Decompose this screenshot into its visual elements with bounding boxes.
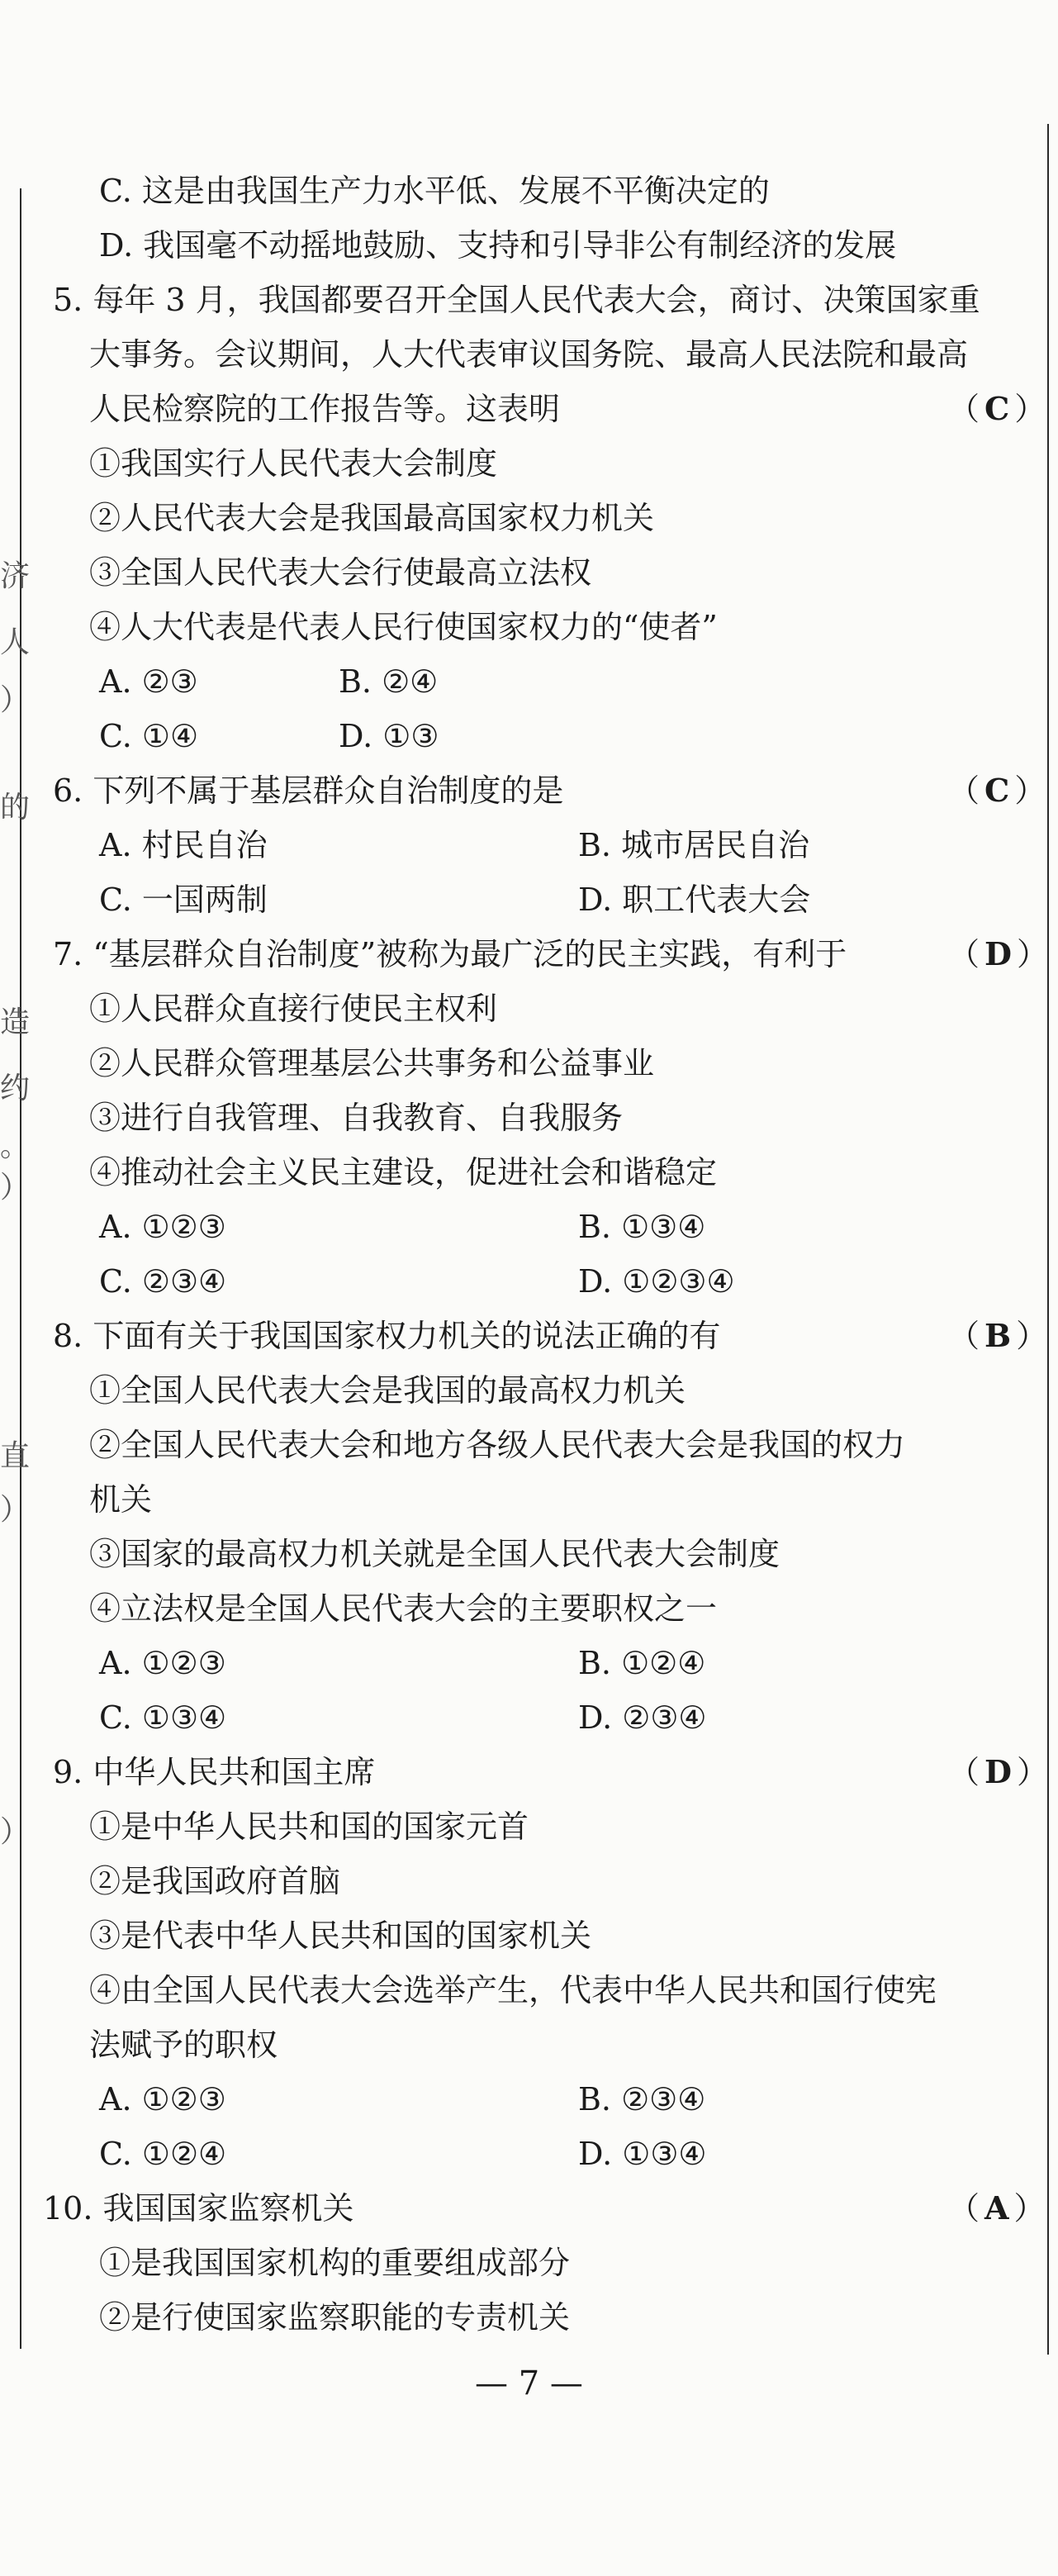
answer-letter: C [984,772,1010,809]
text-line: 大事务。会议期间，人大代表审议国务院、最高人民法院和最高 [89,336,969,373]
text-line: ①是中华人民共和国的国家元首 [89,1808,529,1845]
text-line: A. 村民自治 [99,827,268,863]
text-line: A. ②③ [99,663,198,700]
text-line: A. ①②③ [99,2081,226,2117]
margin-fragment: ） [0,1493,31,1527]
text-line: ③进行自我管理、自我教育、自我服务 [89,1100,624,1136]
margin-fragment: 的 [0,791,31,825]
bracket-close: ） [1016,936,1048,972]
answer-bracket [948,934,1048,974]
text-line: C. 一国两制 [99,882,268,918]
answer-bracket [948,1316,1047,1356]
text-line: C. ①③④ [99,1699,227,1736]
answer-letter: C [984,390,1010,427]
margin-fragment: 。 [0,1129,31,1163]
bracket-close: ） [1014,772,1046,809]
bracket-close: ） [1013,2190,1046,2227]
page-number: — 7 — [475,2365,583,2403]
margin-fragment: 造 [0,1005,31,1039]
text-line: ④人大代表是代表人民行使国家权力的“使者” [89,609,718,645]
text-line: 6. 下列不属于基层群众自治制度的是 [53,772,564,809]
text-line: 9. 中华人民共和国主席 [53,1754,376,1790]
text-line: D. 职工代表大会 [578,882,811,918]
text-line: ②全国人民代表大会和地方各级人民代表大会是我国的权力 [89,1427,906,1463]
text-line: A. ①②③ [99,1209,226,1245]
bracket-close: ） [1014,391,1046,427]
text-line: ①人民群众直接行使民主权利 [89,991,498,1027]
text-line: ②是我国政府首脑 [89,1863,341,1899]
text-line: 人民检察院的工作报告等。这表明 [89,391,561,427]
text-line: ③全国人民代表大会行使最高立法权 [89,554,592,591]
text-line: ①我国实行人民代表大会制度 [89,445,498,482]
text-line: ③国家的最高权力机关就是全国人民代表大会制度 [89,1536,780,1572]
text-line: C. ①②④ [99,2136,227,2172]
text-line: C. 这是由我国生产力水平低、发展不平衡决定的 [99,173,770,209]
bracket-close: ） [1016,1318,1048,1354]
text-line: 机关 [89,1481,153,1518]
answer-letter: D [984,1753,1012,1790]
text-line: ③是代表中华人民共和国的国家机关 [89,1918,592,1954]
left-margin-rule [20,188,21,2349]
answer-letter: A [984,2189,1009,2227]
text-line: D. ①③④ [578,2136,707,2172]
text-line: A. ①②③ [99,1645,226,1681]
text-line: B. ②③④ [578,2081,706,2117]
bracket-open: （ [948,772,980,809]
right-margin-rule [1047,124,1049,2355]
text-line: D. ②③④ [578,1699,707,1736]
text-line: 7. “基层群众自治制度”被称为最广泛的民主实践，有利于 [53,936,847,972]
bracket-open: （ [948,2190,980,2227]
text-line: D. ①②③④ [578,1263,735,1300]
text-line: ②人民代表大会是我国最高国家权力机关 [89,500,655,536]
bracket-open: （ [948,391,980,427]
text-line: 10. 我国国家监察机关 [43,2190,354,2227]
text-line: ①全国人民代表大会是我国的最高权力机关 [89,1372,686,1409]
margin-fragment: 约 [0,1072,31,1105]
text-line: C. ②③④ [99,1263,227,1300]
answer-letter: D [984,935,1012,972]
text-line: B. ①②④ [578,1645,706,1681]
text-line: B. ①③④ [578,1209,706,1245]
bracket-close: ） [1016,1754,1048,1790]
text-line: D. ①③ [339,718,439,754]
text-line: ①是我国国家机构的重要组成部分 [99,2245,571,2281]
answer-letter: B [984,1317,1012,1354]
text-line: B. ②④ [339,663,439,700]
margin-fragment: ） [0,1815,31,1849]
text-line: 8. 下面有关于我国国家权力机关的说法正确的有 [53,1318,721,1354]
text-line: ②是行使国家监察职能的专责机关 [99,2299,571,2336]
text-line: C. ①④ [99,718,199,754]
margin-fragment: ） [0,683,31,717]
margin-fragment: 济 [0,559,31,593]
bracket-open: （ [948,936,980,972]
text-line: D. 我国毫不动摇地鼓励、支持和引导非公有制经济的发展 [99,227,897,264]
margin-fragment: 人 [0,625,31,659]
answer-bracket [948,389,1046,429]
text-line: ④推动社会主义民主建设，促进社会和谐稳定 [89,1154,718,1191]
text-line: B. 城市居民自治 [578,827,810,863]
answer-bracket [948,771,1046,810]
bracket-open: （ [948,1318,980,1354]
answer-bracket [948,1752,1048,1792]
text-line: 5. 每年 3 月，我国都要召开全国人民代表大会，商讨、决策国家重 [53,282,980,318]
margin-fragment: 直 [0,1439,31,1473]
text-line: ②人民群众管理基层公共事务和公益事业 [89,1045,655,1081]
answer-bracket [948,2189,1046,2228]
text-line: 法赋予的职权 [89,2027,278,2063]
text-line: ④由全国人民代表大会选举产生，代表中华人民共和国行使宪 [89,1972,937,2008]
bracket-open: （ [948,1754,980,1790]
text-line: ④立法权是全国人民代表大会的主要职权之一 [89,1590,718,1627]
margin-fragment: ） [0,1171,31,1205]
